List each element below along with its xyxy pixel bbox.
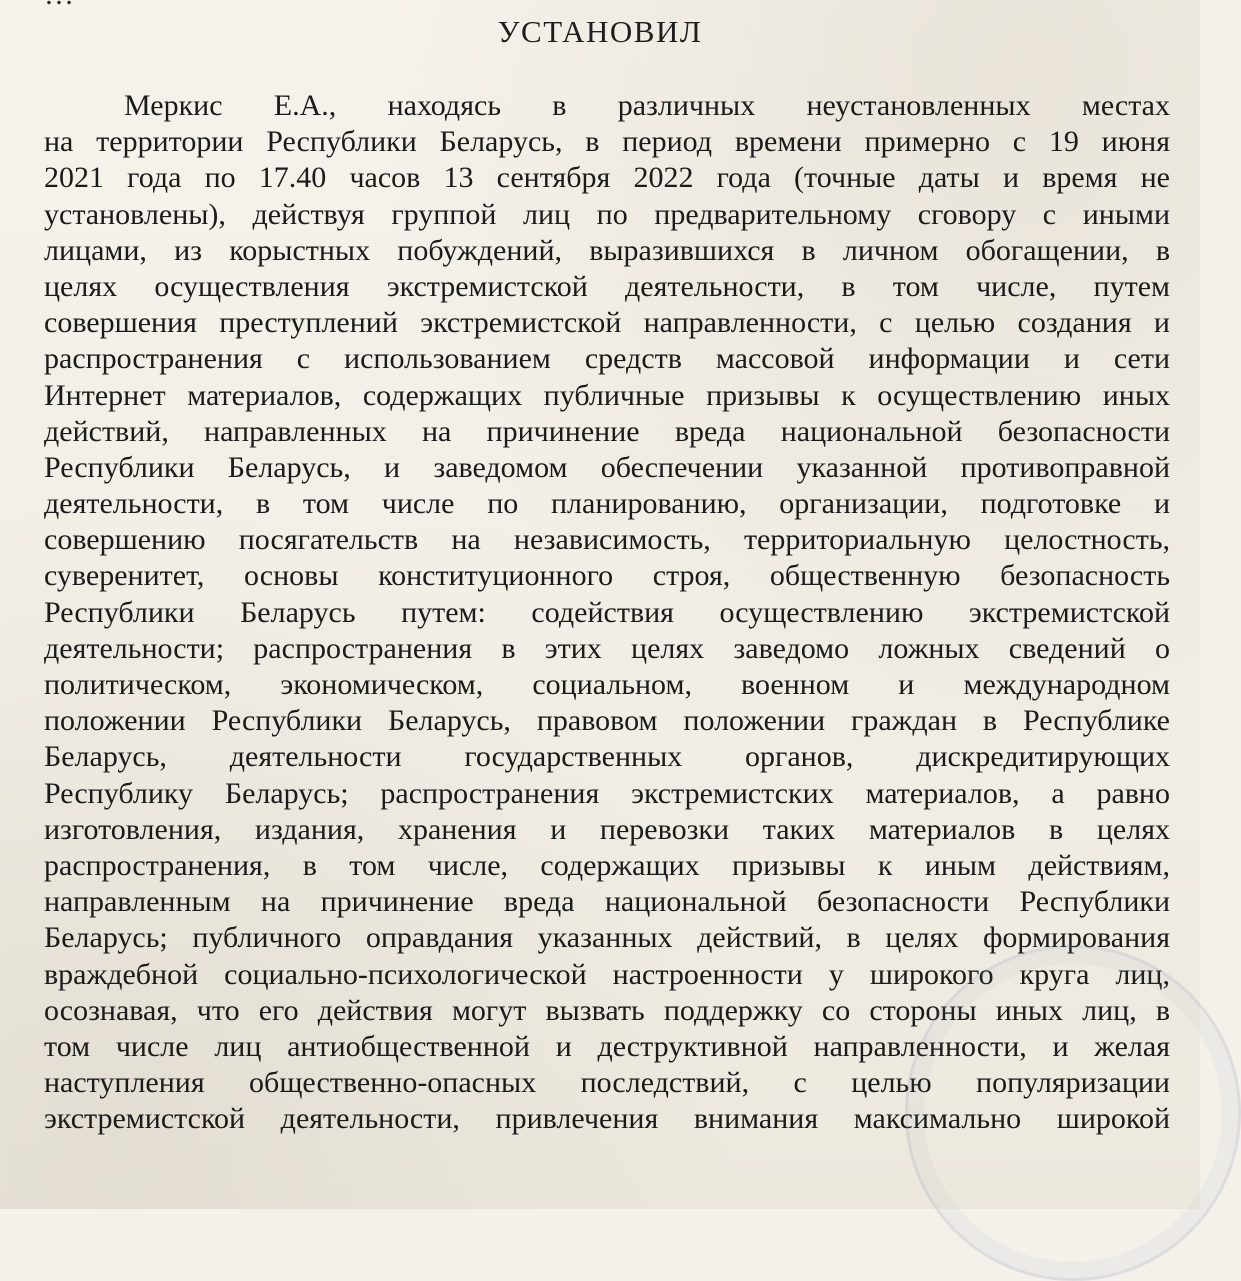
body-line: 2021 года по 17.40 часов 13 сентября 2022 года (точные даты и время не	[44, 161, 1170, 195]
body-line: установлены), действуя группой лиц по предварительному сговору с иными	[44, 197, 1170, 231]
body-line: на территории Республики Беларусь, в период времени примерно с 19 июня	[44, 125, 1170, 159]
body-line: изготовления, издания, хранения и перевозки таких материалов в целях	[44, 812, 1170, 846]
body-line: Республику Беларусь; распространения экстремистских материалов, а равно	[44, 776, 1170, 810]
body-line: Республики Беларусь путем: содействия осуществлению экстремистской	[44, 595, 1170, 629]
body-line: суверенитет, основы конституционного строя, общественную безопасность	[44, 559, 1170, 593]
body-line: экстремистской деятельности, привлечения внимания максимально широкой	[44, 1102, 1170, 1136]
body-line: распространения с использованием средств массовой информации и сети	[44, 342, 1170, 376]
body-line: политическом, экономическом, социальном, военном и международном	[44, 668, 1170, 701]
document-heading: УСТАНОВИЛ	[497, 14, 703, 49]
document-body	[44, 88, 1170, 1137]
body-line: совершения преступлений экстремистской направленности, с целью создания и	[44, 306, 1170, 340]
body-line: распространения, в том числе, содержащих призывы к иным действиям,	[44, 848, 1170, 882]
body-line: деятельности, в том числе по планированию, организации, подготовке и	[44, 487, 1170, 521]
body-line: совершению посягательств на независимость, территориальную целостность,	[44, 523, 1170, 557]
body-line: положении Республики Беларусь, правовом положении граждан в Республике	[44, 704, 1170, 738]
cropped-top-text	[44, 0, 75, 12]
body-line: враждебной социально-психологической настроенности у широкого круга лиц,	[44, 957, 1170, 991]
body-line: Меркис Е.А., находясь в различных неустановленных местах	[124, 89, 1170, 122]
body-line: осознавая, что его действия могут вызвать поддержку со стороны иных лиц, в	[44, 993, 1170, 1027]
body-line: целях осуществления экстремистской деятельности, в том числе, путем	[44, 269, 1170, 303]
body-line: лицами, из корыстных побуждений, выразившихся в личном обогащении, в	[44, 233, 1170, 267]
body-line: Республики Беларусь, и заведомом обеспечении указанной противоправной	[44, 450, 1170, 484]
body-line: наступления общественно-опасных последствий, с целью популяризации	[44, 1066, 1170, 1100]
body-line: действий, направленных на причинение вреда национальной безопасности	[44, 414, 1170, 448]
body-line: направленным на причинение вреда национальной безопасности Республики	[44, 885, 1170, 919]
body-line: Интернет материалов, содержащих публичные призывы к осуществлению иных	[44, 378, 1170, 412]
body-line: Беларусь; публичного оправдания указанных действий, в целях формирования	[44, 921, 1170, 955]
body-line: Беларусь, деятельности государственных органов, дискредитирующих	[44, 740, 1170, 774]
body-line: деятельности; распространения в этих целях заведомо ложных сведений о	[44, 631, 1170, 665]
body-line: том числе лиц антиобщественной и деструктивной направленности, и желая	[44, 1029, 1170, 1063]
